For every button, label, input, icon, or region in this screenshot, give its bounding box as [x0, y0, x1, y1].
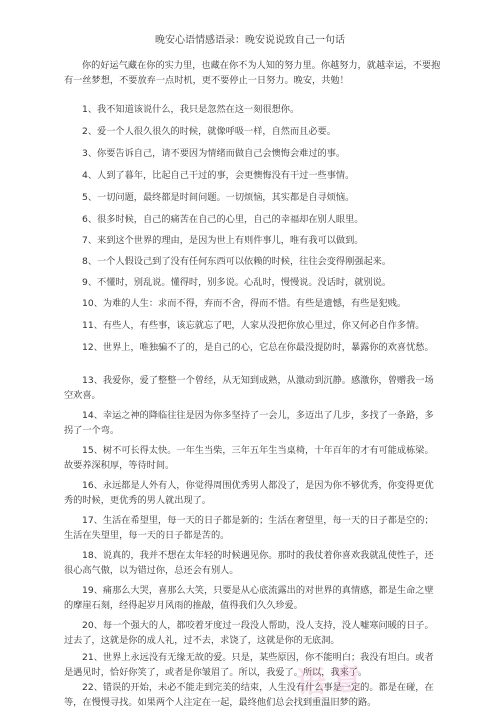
- list-item: 19、痛那么大哭，喜那么大笑，只要是从心底流露出的对世界的真情感，都是生命之壁的摩崖石刻，经得起岁月风雨的推敲，值得我们久久珍爱。: [64, 585, 434, 611]
- list-item: 17、生活在希望里，每一天的日子都是新的；生活在奢望里，每一天的日子都是空的；生活在失望里，每一天的日子都是苦的。: [64, 515, 434, 541]
- list-item: 12、世界上，唯独骗不了的，是自己的心，它总在你最没提防时，暴露你的欢喜忧愁。: [82, 342, 434, 353]
- page-title: 晚安心语情感语录：晚安说说致自己一句话: [155, 35, 345, 46]
- list-item: 13、我爱你，爱了整整一个曾经，从无知到成熟，从激动到沉静。感激你，曾赠我一场空欢喜。: [64, 375, 434, 401]
- list-item: 14、幸运之神的降临往往是因为你多坚持了一会儿，多迈出了几步，多找了一条路，多拐了一个弯。: [64, 410, 434, 436]
- list-item: 21、世界上永远没有无缘无故的爱。只是，某些原因，你不能明白；我没有坦白。或者是遇见时，恰好你笑了，或者是你皱眉了。所以，我爱了。所以，我来了。: [64, 652, 434, 678]
- list-item: 4、人到了暮年，比起自己干过的事，会更懊悔没有干过一些事情。: [82, 170, 355, 181]
- list-item: 15、树不可长得太快。一年生当柴，三年五年生当桌椅，十年百年的才有可能成栋梁。故要养深积厚，等待时间。: [64, 445, 434, 471]
- list-item: 10、为难的人生：求而不得，弃而不舍，得而不惜。有些是遗憾，有些是犯贱。: [82, 298, 407, 309]
- list-item: 5、一切问题，最终都是时间问题。一切烦恼，其实都是自寻烦恼。: [82, 192, 355, 203]
- list-item: 11、有些人，有些事，该忘就忘了吧，人家从没把你放心里过，你又何必自作多情。: [82, 320, 425, 331]
- list-item: 6、很多时候，自己的痛苦在自己的心里，自己的幸福却在别人眼里。: [82, 214, 364, 225]
- watermark: 语意: [295, 661, 370, 702]
- list-item: 7、来到这个世界的理由，是因为世上有则件事儿，唯有我可以做到。: [82, 235, 364, 246]
- intro-paragraph: 你的好运气藏在你的实力里，也藏在你不为人知的努力里。你越努力，就越幸运，不要抱有一丝梦想，不要放弃一点时机，更不要停止一日努力。晚安，共勉！: [64, 60, 441, 86]
- list-item: 16、永远都是人外有人，你觉得周围优秀男人都没了，是因为你不够优秀，你变得更优秀的时候，更优秀的男人就出现了。: [64, 480, 434, 506]
- list-item: 18、说真的，我并不想在太年轻的时候遇见你。那时的我仗着你喜欢我就乱使性子，还很心高气傲，以为错过你，总还会有别人。: [64, 550, 434, 576]
- list-item: 2、爱一个人很久很久的时候，就像呼吸一样，自然而且必要。: [82, 126, 336, 137]
- list-item: 3、你要告诉自己，请不要因为情绪而做自己会懊悔会难过的事。: [82, 148, 346, 159]
- list-item: 8、一个人假设己到了没有任何东西可以依赖的时候，往往会变得刚强起来。: [82, 256, 392, 267]
- list-item: 1、我不知道该说什么，我只是忽然在这一刻很想你。: [82, 104, 300, 115]
- list-item: 9、不懂时，别乱说。懂得时，别多说。心乱时，慢慢说。没话时，就别说。: [82, 277, 392, 288]
- list-item: 22、错误的开始，未必不能走到完美的结束，人生没有什么事是一定的。都是在碰，在等，在慢慢寻找。如果两个人注定在一起，最终他们总会找到重温旧梦的路。: [64, 682, 434, 708]
- list-item: 20、每一个强大的人，都咬着牙度过一段没人帮助，没人支持，没人嘘寒问暖的日子。过去了，这就是你的成人礼，过不去，求饶了，这就是你的无底洞。: [64, 620, 434, 646]
